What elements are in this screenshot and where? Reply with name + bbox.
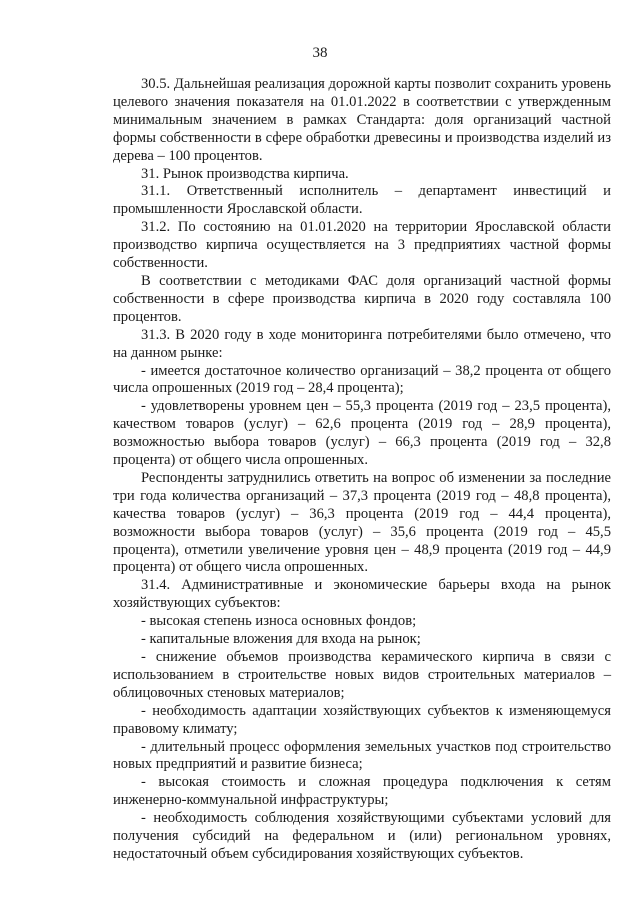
heading-31: 31. Рынок производства кирпича. bbox=[141, 165, 349, 182]
paragraph-31-1: 31.1. Ответственный исполнитель – департамент инвестиций и промышленности Ярославской области. bbox=[113, 183, 611, 218]
paragraph-fas: В соответствии с методиками ФАС доля организаций частной формы собственности в сфере производства кирпича в 2020 году составляла 100 процентов. bbox=[113, 272, 611, 325]
paragraph-31-4: 31.4. Административные и экономические барьеры входа на рынок хозяйствующих субъектов: bbox=[113, 577, 611, 612]
paragraph-31-3: 31.3. В 2020 году в ходе мониторинга потребителями было отмечено, что на данном рынке: bbox=[113, 326, 611, 361]
paragraph-respondents: Респонденты затруднились ответить на вопрос об изменении за последние три года количества организаций – 37,3 процента (2019 год – 48,8 процента), качества товаров (услуг) – 36,3 процента (2019 год – 44,4 процента), возможности выбора товаров (услуг) – 35,6 процента (2019 год – 45,5 процента), отметили увеличение уровня цен – 48,9 процента (2019 год – 44,9 процента) от общего числа опрошенных. bbox=[113, 469, 611, 576]
list-item-satisfied: - удовлетворены уровнем цен – 55,3 процента (2019 год – 23,5 процента), качеством товаров (услуг) – 62,6 процента (2019 год – 28,9 процента), возможностью выбора товаров (услуг) – 66,3 процента (2019 год – 32,8 процента) от общего числа опрошенных. bbox=[113, 398, 611, 469]
list-item-barrier-7: - необходимость соблюдения хозяйствующими субъектами условий для получения субсидий на федеральном и (или) региональном уровнях, недостаточный объем субсидирования хозяйствующих субъектов. bbox=[113, 810, 611, 862]
list-item-barrier-2: - капитальные вложения для входа на рынок; bbox=[141, 631, 421, 648]
paragraph-31-2: 31.2. По состоянию на 01.01.2020 на территории Ярославской области производство кирпича осуществляется на 3 предприятиях частной формы собственности. bbox=[113, 219, 611, 272]
list-item-barrier-4: - необходимость адаптации хозяйствующих субъектов к изменяющемуся правовому климату; bbox=[113, 702, 611, 737]
document-body bbox=[113, 76, 611, 864]
list-item-barrier-3: - снижение объемов производства керамического кирпича в связи с использованием в строительстве новых видов строительных материалов – облицовочных стеновых материалов; bbox=[113, 649, 611, 701]
list-item-organizations: - имеется достаточное количество организаций – 38,2 процента от общего числа опрошенных (2019 год – 28,4 процента); bbox=[113, 362, 611, 397]
list-item-barrier-6: - высокая стоимость и сложная процедура подключения к сетям инженерно-коммунальной инфраструктуры; bbox=[113, 774, 611, 809]
list-item-barrier-5: - длительный процесс оформления земельных участков под строительство новых предприятий и развитие бизнеса; bbox=[113, 738, 611, 773]
paragraph-30-5: 30.5. Дальнейшая реализация дорожной карты позволит сохранить уровень целевого значения показателя на 01.01.2022 в соответствии с утвержденным минимальным значением в рамках Стандарта: доля организаций частной формы собственности в сфере обработки древесины и производства изделий из дерева – 100 процентов. bbox=[113, 76, 611, 164]
list-item-barrier-1: - высокая степень износа основных фондов; bbox=[141, 613, 417, 630]
page-number: 38 bbox=[312, 45, 328, 61]
